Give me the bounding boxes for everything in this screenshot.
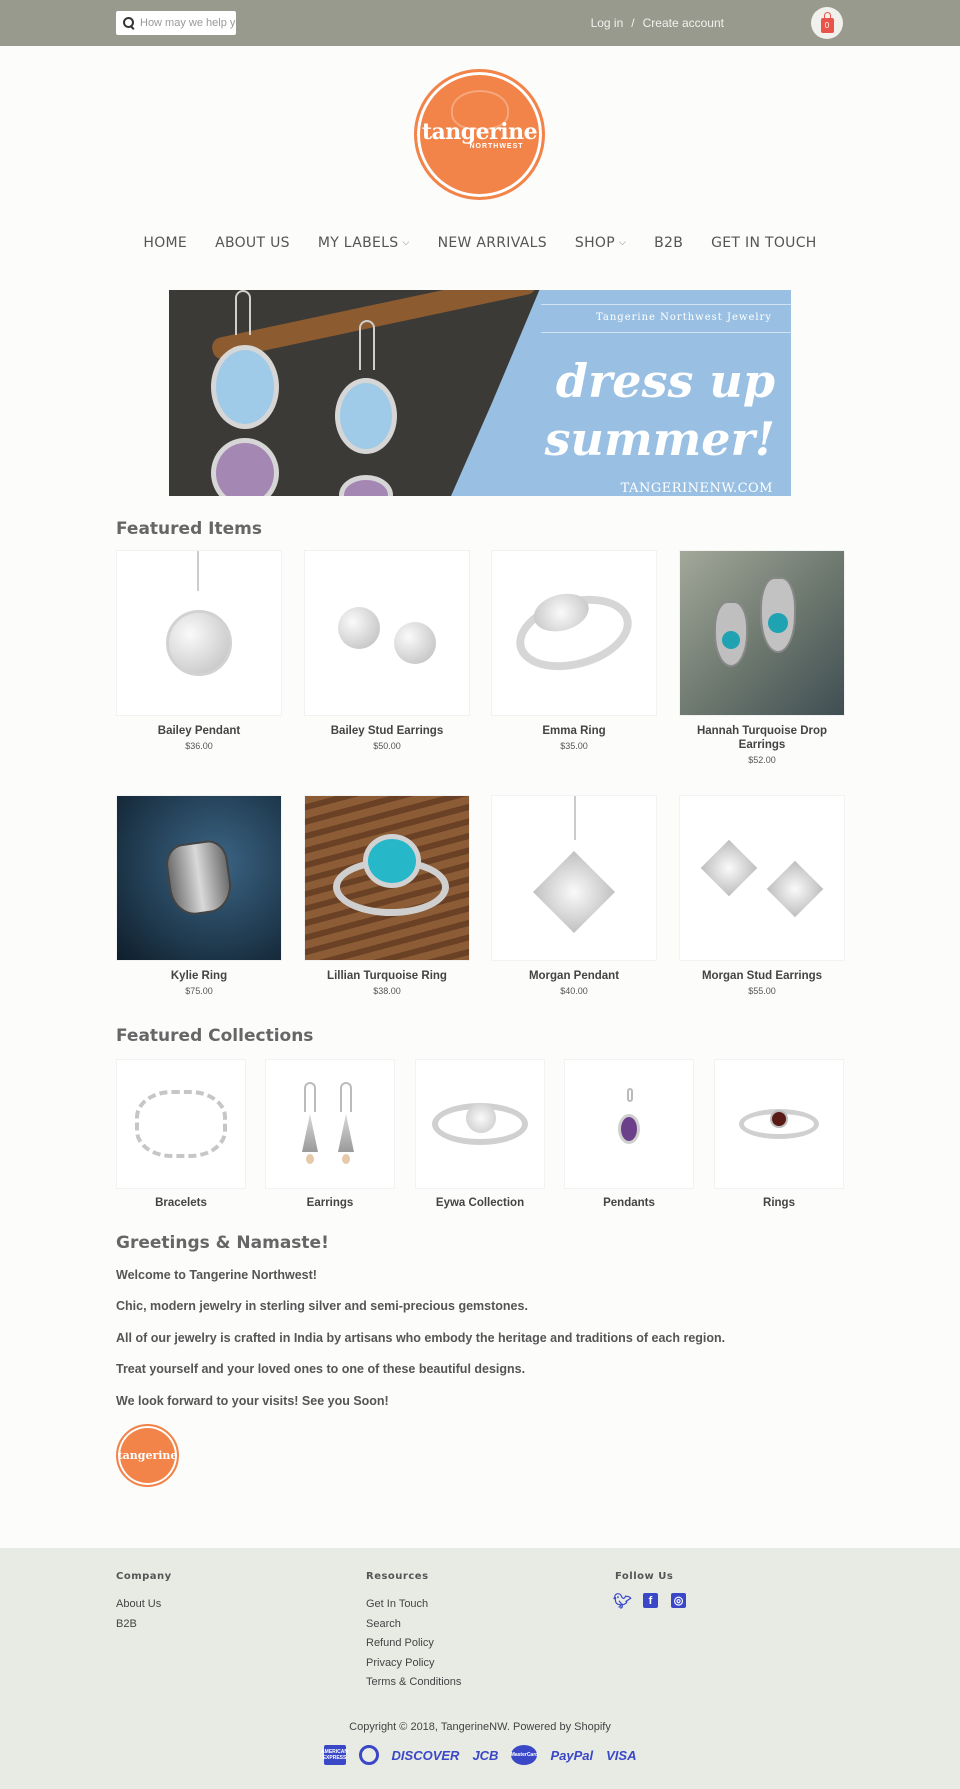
- collection-card[interactable]: [116, 1059, 246, 1209]
- earring-hook-image: [359, 320, 375, 370]
- login-link[interactable]: Log in: [590, 16, 624, 30]
- mastercard-icon: MasterCard: [511, 1745, 537, 1765]
- product-price: $35.00: [560, 741, 588, 751]
- footer-follow: [612, 1571, 686, 1610]
- pendant-image[interactable]: [491, 795, 657, 961]
- blue-gem-image: [211, 345, 279, 429]
- collection-card[interactable]: [714, 1059, 844, 1209]
- nav-home-label: HOME: [143, 235, 188, 251]
- cart-button[interactable]: [811, 7, 843, 39]
- collection-card[interactable]: [564, 1059, 694, 1209]
- footer-company: [116, 1571, 172, 1634]
- payment-icons: [0, 1745, 960, 1765]
- collection-name[interactable]: Earrings: [306, 1197, 354, 1209]
- pendant-image[interactable]: [564, 1059, 694, 1189]
- product-card[interactable]: [304, 550, 470, 751]
- welcome-line: Welcome to Tangerine Northwest!: [116, 1268, 317, 1282]
- site-logo[interactable]: [414, 69, 545, 200]
- collection-card[interactable]: [265, 1059, 395, 1209]
- instagram-icon[interactable]: ◎: [671, 1593, 686, 1608]
- social-links: [612, 1592, 686, 1610]
- product-price: $75.00: [185, 986, 213, 996]
- purple-gem-image: [211, 438, 279, 496]
- product-card[interactable]: [679, 795, 845, 996]
- footer-resources: [366, 1571, 461, 1693]
- footer-link-terms[interactable]: Terms & Conditions: [366, 1676, 462, 1688]
- search-input[interactable]: [140, 17, 236, 29]
- nav-shop[interactable]: [575, 235, 626, 251]
- nav-shop-label: SHOP: [574, 235, 615, 251]
- product-price: $36.00: [185, 741, 213, 751]
- welcome-line: All of our jewelry is crafted in India by artisans who embody the heritage and traditions of each region.: [116, 1331, 726, 1345]
- banner-url: TANGERINENW.COM: [620, 481, 773, 496]
- product-name[interactable]: Lillian Turquoise Ring: [327, 970, 447, 982]
- product-name[interactable]: Bailey Pendant: [157, 725, 241, 737]
- product-name[interactable]: Kylie Ring: [170, 970, 228, 982]
- footer-link-search[interactable]: Search: [366, 1617, 401, 1630]
- collection-name[interactable]: Bracelets: [155, 1197, 207, 1209]
- greetings-title: Greetings & Namaste!: [116, 1233, 329, 1253]
- discover-icon: DISCOVER: [391, 1747, 460, 1763]
- featured-collections-title: Featured Collections: [116, 1026, 314, 1046]
- ring-image[interactable]: [491, 550, 657, 716]
- hero-banner[interactable]: [169, 290, 791, 496]
- product-name[interactable]: Bailey Stud Earrings: [330, 725, 444, 737]
- banner-headline-1: dress up: [555, 354, 775, 408]
- product-card[interactable]: [304, 795, 470, 996]
- footer-link-privacy-policy[interactable]: Privacy Policy: [366, 1656, 435, 1669]
- footer-resources-heading: Resources: [366, 1571, 429, 1582]
- product-name[interactable]: Morgan Stud Earrings: [701, 970, 823, 982]
- welcome-line: Chic, modern jewelry in sterling silver and semi-precious gemstones.: [116, 1299, 528, 1313]
- welcome-line: Treat yourself and your loved ones to one of these beautiful designs.: [116, 1362, 526, 1376]
- footer-link-b2b[interactable]: B2B: [116, 1617, 137, 1630]
- diners-club-icon: [359, 1745, 379, 1765]
- footer-link-refund-policy[interactable]: Refund Policy: [366, 1637, 434, 1649]
- blue-gem-image: [335, 378, 397, 454]
- product-card[interactable]: [116, 550, 282, 751]
- collection-name[interactable]: Rings: [763, 1197, 795, 1209]
- collection-name[interactable]: Eywa Collection: [435, 1197, 525, 1209]
- nav-arrivals-label: NEW ARRIVALS: [437, 235, 547, 251]
- stud-earrings-image[interactable]: [304, 550, 470, 716]
- logo-main-text: tangerine: [421, 119, 538, 145]
- twitter-icon[interactable]: 🐦︎: [612, 1592, 633, 1610]
- product-price: $50.00: [373, 741, 401, 751]
- footer-company-heading: Company: [116, 1571, 172, 1582]
- product-price: $40.00: [560, 986, 588, 996]
- paypal-icon: PayPal: [550, 1747, 594, 1763]
- collection-card[interactable]: [415, 1059, 545, 1209]
- stud-earrings-image[interactable]: [679, 795, 845, 961]
- tangerine-logo-small: [116, 1424, 179, 1487]
- facebook-icon[interactable]: f: [643, 1593, 658, 1608]
- banner-headline-2: summer!: [544, 412, 775, 466]
- small-logo-text: tangerine: [117, 1449, 178, 1462]
- earrings-image[interactable]: [265, 1059, 395, 1189]
- product-name[interactable]: Emma Ring: [542, 725, 606, 737]
- footer-link-about-us[interactable]: About Us: [116, 1598, 162, 1610]
- main-nav: [0, 235, 960, 251]
- shopping-bag-icon: [821, 18, 834, 33]
- banner-brand-line: Tangerine Northwest Jewelry: [596, 312, 772, 323]
- featured-items-title: Featured Items: [116, 519, 262, 539]
- cart-count: 0: [824, 20, 830, 30]
- visa-icon: VISA: [606, 1747, 637, 1763]
- nav-home[interactable]: [143, 235, 187, 251]
- product-card[interactable]: [491, 795, 657, 996]
- banner-headline: [545, 352, 775, 468]
- band-ring-image[interactable]: [116, 795, 282, 961]
- nav-new-arrivals[interactable]: [438, 235, 547, 251]
- welcome-line: We look forward to your visits! See you Soon!: [116, 1394, 389, 1408]
- nav-about-label: ABOUT US: [215, 235, 290, 251]
- product-name[interactable]: Morgan Pendant: [528, 970, 620, 982]
- jcb-icon: JCB: [472, 1747, 499, 1763]
- ring-image[interactable]: [415, 1059, 545, 1189]
- product-price: $55.00: [748, 986, 776, 996]
- product-card[interactable]: [116, 795, 282, 996]
- purple-gem-image: [339, 475, 393, 496]
- create-account-link[interactable]: Create account: [642, 16, 724, 30]
- logo-sub-text: NORTHWEST: [469, 143, 524, 150]
- pendant-image[interactable]: [116, 550, 282, 716]
- account-separator: /: [631, 16, 635, 30]
- nav-about-us[interactable]: [215, 235, 290, 251]
- chevron-down-icon: ⌵: [402, 238, 410, 248]
- search-box[interactable]: [116, 11, 236, 35]
- footer-link-get-in-touch[interactable]: Get In Touch: [366, 1598, 429, 1610]
- product-price: $52.00: [748, 755, 776, 765]
- product-name[interactable]: Hannah Turquoise Drop Earrings: [696, 725, 828, 751]
- earring-hook-image: [235, 290, 251, 335]
- search-icon[interactable]: [123, 17, 135, 29]
- account-links: [591, 16, 724, 30]
- product-price: $38.00: [373, 986, 401, 996]
- product-card[interactable]: [491, 550, 657, 751]
- chevron-down-icon: ⌵: [618, 238, 627, 248]
- nav-labels-label: MY LABELS: [317, 235, 399, 251]
- nav-touch-label: GET IN TOUCH: [711, 235, 817, 251]
- collection-name[interactable]: Pendants: [603, 1197, 655, 1209]
- nav-get-in-touch[interactable]: [711, 235, 816, 251]
- drop-earrings-image[interactable]: [679, 550, 845, 716]
- leaf-pattern-icon: [451, 90, 509, 130]
- nav-my-labels[interactable]: [318, 235, 410, 251]
- nav-b2b-label: B2B: [654, 235, 684, 251]
- turquoise-ring-image[interactable]: [304, 795, 470, 961]
- banner-divider: [541, 332, 791, 333]
- banner-divider: [541, 304, 791, 305]
- ring-image[interactable]: [714, 1059, 844, 1189]
- copyright: Copyright © 2018, TangerineNW. Powered by Shopify: [349, 1721, 611, 1733]
- footer-follow-heading: Follow Us: [615, 1571, 674, 1582]
- amex-icon: AMERICAN EXPRESS: [324, 1745, 346, 1765]
- bracelet-image[interactable]: [116, 1059, 246, 1189]
- top-bar: [0, 0, 960, 46]
- nav-b2b[interactable]: [654, 235, 683, 251]
- product-card[interactable]: [679, 550, 845, 765]
